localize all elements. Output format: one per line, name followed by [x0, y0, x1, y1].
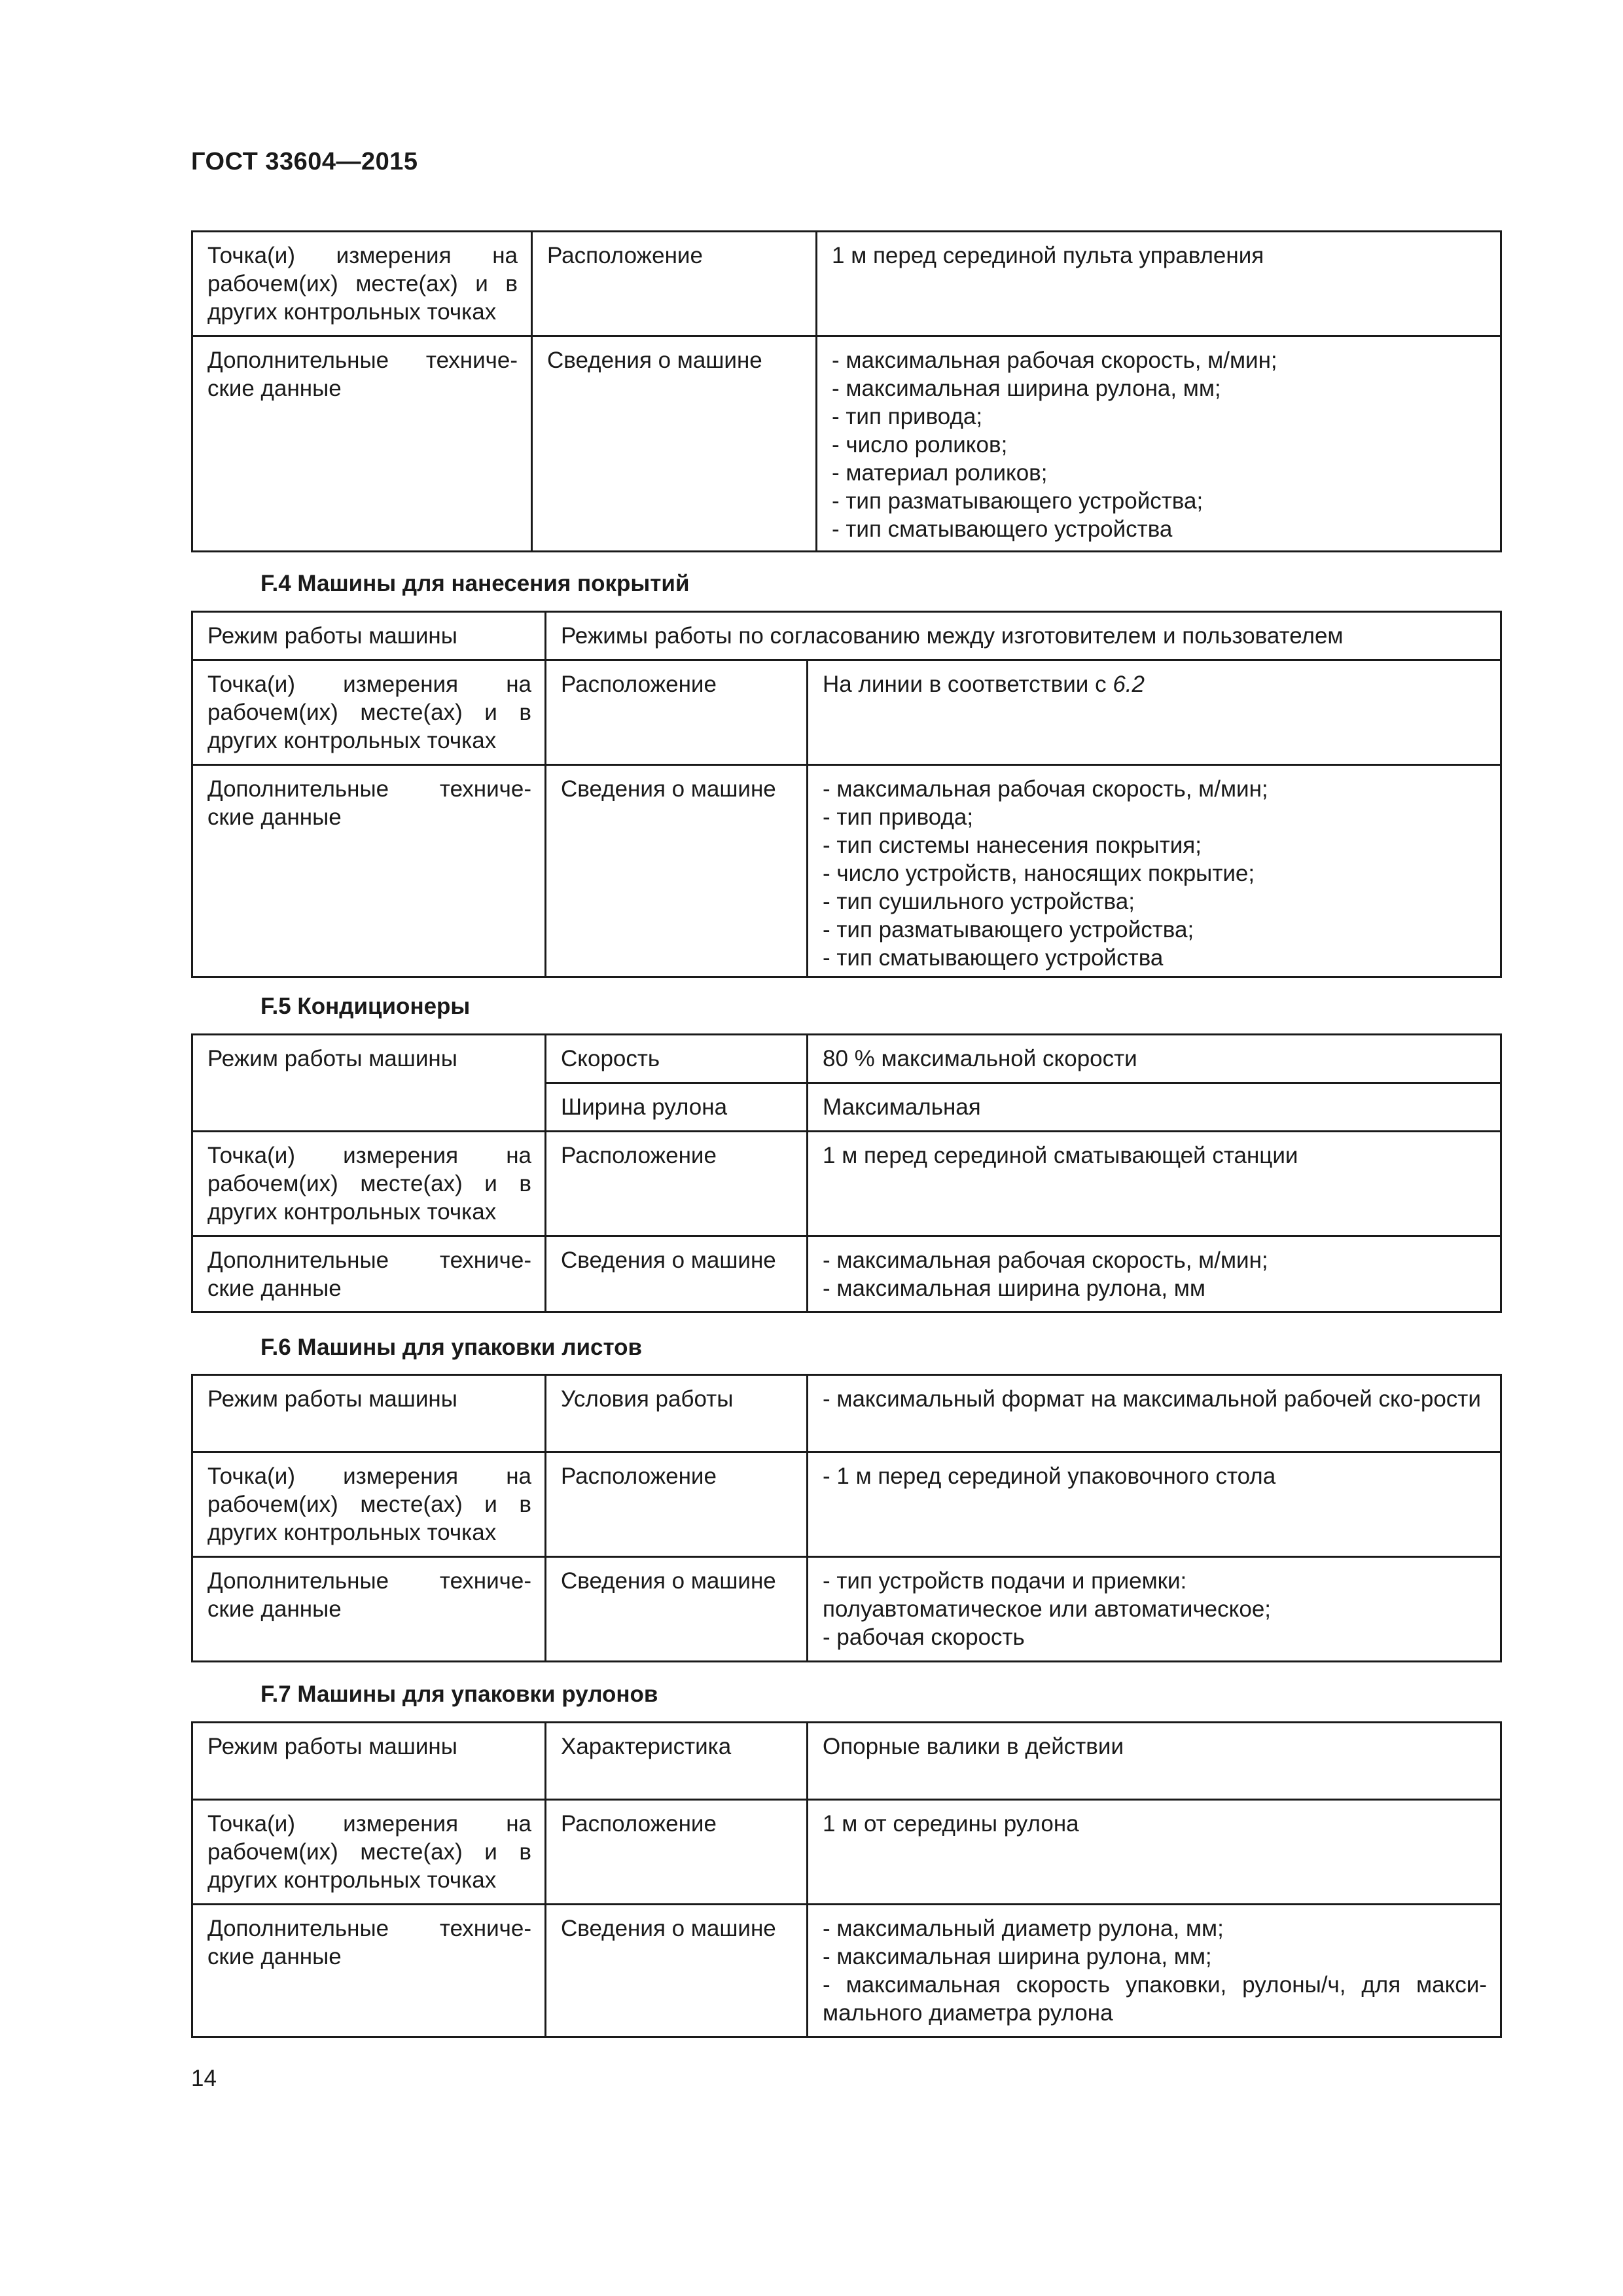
cell-value — [808, 1557, 1501, 1662]
value-line: - максимальная рабочая скорость, м/мин; — [823, 776, 1268, 802]
cell-label: Точка(и) измерения на рабочем(их) месте(ах) и в других контрольных точках — [192, 232, 532, 336]
cell-label: Точка(и) измерения на рабочем(их) месте(ах) и в других контрольных точках — [192, 1800, 546, 1905]
table-row — [192, 1375, 1501, 1452]
cell-parameter: Расположение — [532, 232, 817, 336]
value-line: - максимальная рабочая скорость, м/мин; — [823, 1247, 1268, 1273]
cell-parameter: Сведения о машине — [532, 336, 817, 552]
table-f4 — [191, 611, 1502, 978]
cell-parameter: Характеристика — [546, 1723, 808, 1800]
cell-parameter: Сведения о машине — [546, 1905, 808, 2037]
table-row — [192, 1800, 1501, 1905]
value-text: На линии в соответствии с — [823, 672, 1113, 697]
value-line: - материал роликов; — [832, 460, 1048, 486]
table-row — [192, 765, 1501, 977]
document-header: ГОСТ 33604—2015 — [191, 148, 418, 175]
section-title-f5: F.5 Кондиционеры — [260, 994, 471, 1019]
table-row — [192, 1723, 1501, 1800]
table-row — [192, 336, 1501, 552]
table-row — [192, 232, 1501, 336]
cell-label: Дополнительные техниче-ские данные — [192, 1236, 546, 1312]
page-number: 14 — [191, 2066, 217, 2091]
section-title-f6: F.6 Машины для упаковки листов — [260, 1335, 643, 1360]
cell-value: Опорные валики в действии — [808, 1723, 1501, 1800]
table-row — [192, 1035, 1501, 1083]
cell-label: Точка(и) измерения на рабочем(их) месте(ах) и в других контрольных точках — [192, 1132, 546, 1236]
table-row — [192, 1557, 1501, 1662]
value-line: - тип разматывающего устройства; — [832, 488, 1204, 514]
value-line: - тип устройств подачи и приемки: — [823, 1568, 1187, 1594]
cell-value — [808, 1236, 1501, 1312]
cell-value: 1 м от середины рулона — [808, 1800, 1501, 1905]
value-line: - тип сушильного устройства; — [823, 889, 1135, 914]
value-line: - максимальная ширина рулона, мм — [823, 1276, 1205, 1301]
cell-label: Режим работы машины — [192, 612, 546, 660]
table-row — [192, 1905, 1501, 2037]
cell-value — [817, 336, 1501, 552]
value-line: - число устройств, наносящих покрытие; — [823, 861, 1255, 886]
value-line: - тип сматывающего устройства — [823, 945, 1164, 971]
cell-parameter: Расположение — [546, 1132, 808, 1236]
cell-parameter: Расположение — [546, 660, 808, 765]
cell-label: Режим работы машины — [192, 1035, 546, 1132]
value-line: - максимальная ширина рулона, мм; — [823, 1944, 1212, 1969]
cell-label: Точка(и) измерения на рабочем(их) месте(ах) и в других контрольных точках — [192, 660, 546, 765]
clause-reference: 6.2 — [1113, 672, 1145, 697]
value-line: - тип сматывающего устройства — [832, 516, 1173, 542]
section-title-f4: F.4 Машины для нанесения покрытий — [260, 571, 690, 596]
value-line: - тип системы нанесения покрытия; — [823, 833, 1202, 858]
table-row — [192, 1452, 1501, 1557]
cell-parameter: Скорость — [546, 1035, 808, 1083]
cell-value — [817, 232, 1501, 336]
value-line: полуавтоматическое или автоматическое; — [823, 1596, 1272, 1622]
value-line: - максимальная ширина рулона, мм; — [832, 376, 1221, 401]
cell-value — [808, 660, 1501, 765]
value-line: - тип разматывающего устройства; — [823, 917, 1194, 942]
cell-value: 1 м перед серединой сматывающей станции — [808, 1132, 1501, 1236]
cell-parameter: Сведения о машине — [546, 1236, 808, 1312]
cell-value: Максимальная — [808, 1083, 1501, 1132]
cell-parameter: Сведения о машине — [546, 1557, 808, 1662]
table-row — [192, 1236, 1501, 1312]
value-line: - рабочая скорость — [823, 1624, 1025, 1650]
section-title-f7: F.7 Машины для упаковки рулонов — [260, 1681, 658, 1707]
value-line: 1 м перед серединой пульта управления — [832, 243, 1264, 268]
table-top — [191, 230, 1502, 552]
cell-parameter: Сведения о машине — [546, 765, 808, 977]
table-row — [192, 660, 1501, 765]
value-line: - максимальная скорость упаковки, рулоны/ч, для макси-мального диаметра рулона — [823, 1972, 1487, 2026]
cell-label: Режим работы машины — [192, 1375, 546, 1452]
table-row — [192, 612, 1501, 660]
cell-value: Режимы работы по согласованию между изготовителем и пользователем — [546, 612, 1501, 660]
cell-parameter: Условия работы — [546, 1375, 808, 1452]
table-f7 — [191, 1721, 1502, 2038]
value-line: - тип привода; — [823, 804, 974, 830]
cell-value — [808, 1905, 1501, 2037]
cell-value: - максимальный формат на максимальной рабочей ско-рости — [808, 1375, 1501, 1452]
cell-label: Дополнительные техниче-ские данные — [192, 336, 532, 552]
value-line: - максимальная рабочая скорость, м/мин; — [832, 348, 1277, 373]
cell-label: Дополнительные техниче-ские данные — [192, 765, 546, 977]
cell-label: Дополнительные техниче-ские данные — [192, 1905, 546, 2037]
cell-value: 80 % максимальной скорости — [808, 1035, 1501, 1083]
table-f5 — [191, 1033, 1502, 1313]
cell-value: - 1 м перед серединой упаковочного стола — [808, 1452, 1501, 1557]
cell-parameter: Ширина рулона — [546, 1083, 808, 1132]
value-line: - число роликов; — [832, 432, 1008, 457]
cell-label: Дополнительные техниче-ские данные — [192, 1557, 546, 1662]
cell-parameter: Расположение — [546, 1452, 808, 1557]
table-f6 — [191, 1374, 1502, 1662]
table-row — [192, 1132, 1501, 1236]
value-line: - тип привода; — [832, 404, 983, 429]
cell-parameter: Расположение — [546, 1800, 808, 1905]
cell-label: Точка(и) измерения на рабочем(их) месте(ах) и в других контрольных точках — [192, 1452, 546, 1557]
cell-value — [808, 765, 1501, 977]
cell-label: Режим работы машины — [192, 1723, 546, 1800]
value-line: - максимальный диаметр рулона, мм; — [823, 1916, 1224, 1941]
